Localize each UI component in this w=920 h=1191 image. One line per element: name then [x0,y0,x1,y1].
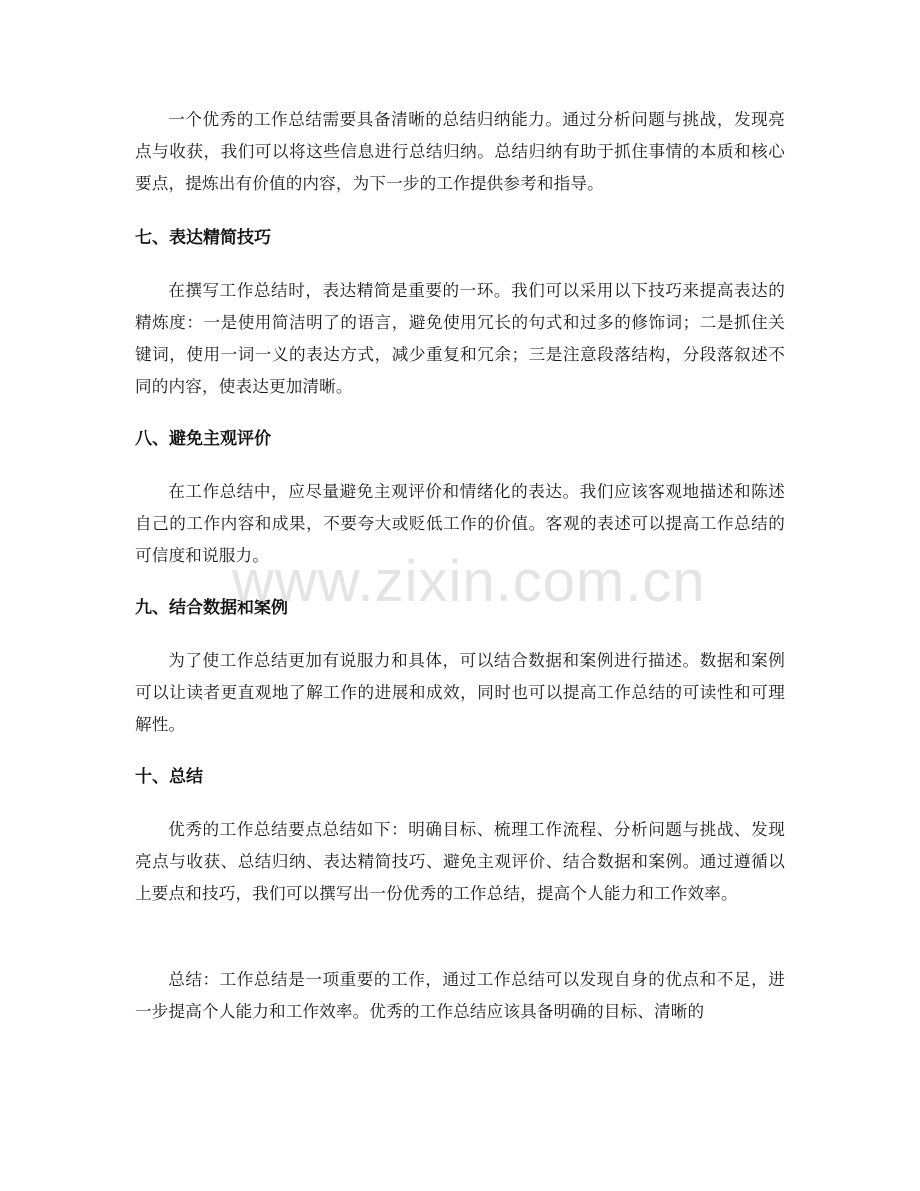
heading-section-8: 八、避免主观评价 [135,429,271,449]
paragraph-avoid-subjective: 在工作总结中，应尽量避免主观评价和情绪化的表达。我们应该客观地描述和陈述自己的工作内容和成果，不要夸大或贬低工作的价值。客观的表述可以提高工作总结的可信度和说服力。 [135,482,785,565]
paragraph-data-and-cases: 为了使工作总结更加有说服力和具体，可以结合数据和案例进行描述。数据和案例可以让读者更直观地了解工作的进展和成效，同时也可以提高工作总结的可读性和可理解性。 [135,651,785,734]
paragraph-concise-expression: 在撰写工作总结时，表达精简是重要的一环。我们可以采用以下技巧来提高表达的精炼度：一是使用简洁明了的语言，避免使用冗长的句式和过多的修饰词；二是抓住关键词，使用一词一义的表达方式，减少重复和冗余；三是注意段落结构，分段落叙述不同的内容，使表达更加清晰。 [135,281,785,396]
paragraph-summary-points: 优秀的工作总结要点总结如下：明确目标、梳理工作流程、分析问题与挑战、发现亮点与收获、总结归纳、表达精简技巧、避免主观评价、结合数据和案例。通过遵循以上要点和技巧，我们可以撰写出一份优秀的工作总结，提高个人能力和工作效率。 [135,820,785,903]
watermark-text: www.zixin.com.cn [232,549,706,614]
document-body [135,104,785,1028]
paragraph-summary-ability: 一个优秀的工作总结需要具备清晰的总结归纳能力。通过分析问题与挑战，发现亮点与收获，我们可以将这些信息进行总结归纳。总结归纳有助于抓住事情的本质和核心要点，提炼出有价值的内容，为下一步的工作提供参考和指导。 [135,110,785,193]
paragraph-conclusion: 总结：工作总结是一项重要的工作，通过工作总结可以发现自身的优点和不足，进一步提高个人能力和工作效率。优秀的工作总结应该具备明确的目标、清晰的 [135,970,785,1021]
heading-section-10: 十、总结 [135,767,203,787]
heading-section-7: 七、表达精简技巧 [135,228,271,248]
heading-section-9: 九、结合数据和案例 [135,598,288,618]
